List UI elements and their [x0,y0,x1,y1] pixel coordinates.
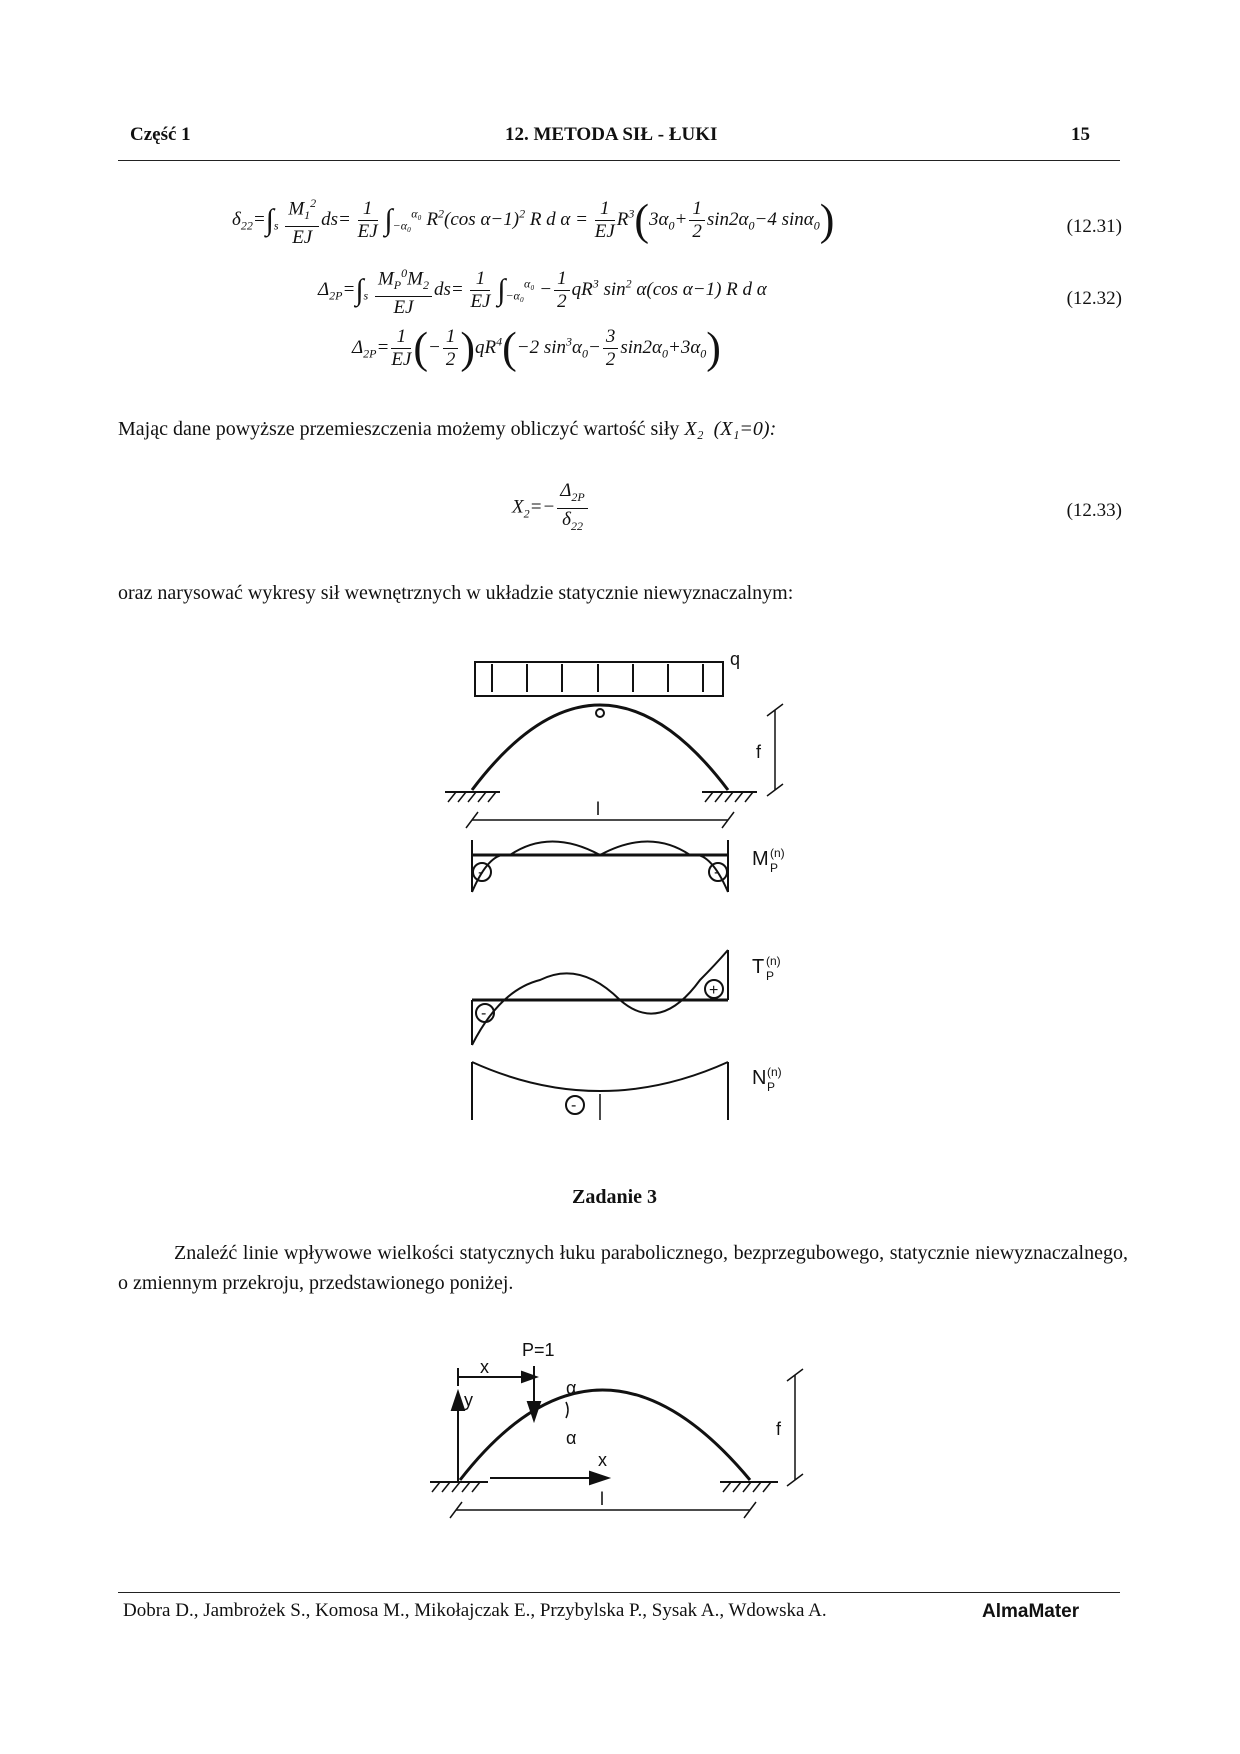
span-label: l [596,799,600,819]
crown-hinge [596,709,604,717]
load-label: q [730,650,741,669]
alpha-label-bottom: α [566,1428,577,1448]
angle-arc [566,1402,568,1418]
rise-label: f [756,742,762,762]
span-label: l [600,1489,604,1509]
equation-12-32b: $\Delta_{2P}=$ $\frac{1}{EJ}$ (− $\frac{1}{2}$ )$qR^4(-2$ $\sin^3\alpha_0-$ $\frac{3}{2}$ $\sin 2\alpha_0+3\alpha_0$) [352,323,721,373]
equation-number: (12.33) [1066,500,1122,521]
header-chapter-title: 12. METODA SIŁ - ŁUKI [505,124,718,145]
equation-number: (12.32) [1066,288,1122,309]
header-part: Część 1 [130,124,191,145]
arch-internal-forces-figure [430,650,810,1120]
normal-diagram [472,1062,728,1091]
shear-diagram [472,950,728,1045]
task-text: Znaleźć linie wpływowe wielkości statycznych łuku parabolicznego, bezprzegubowego, statycznie niewyznaczalnego, o zmiennym przekroju, przedstawionego poniżej. [118,1242,1128,1294]
load-arrows [492,664,703,692]
moment-diagram [472,842,728,893]
paragraph-text: Mając dane powyższe przemieszczenia możemy obliczyć wartość siły [118,418,680,440]
equation-number: (12.31) [1066,216,1122,237]
moment-sign-right-text: - [714,864,720,881]
publisher-brand: AlmaMater [982,1601,1080,1622]
rise-label: f [776,1419,782,1439]
shear-label: T [752,956,765,978]
equation-12-31: $\delta_{22}=\int_s$ $\frac{M_1^2}{EJ}$ ds= $\frac{1}{EJ}$ $\int_{-\alpha_0}^{\alpha_0}$ $R^2(\cos$ α−1)$^2$ R d α = $\frac{1}{EJ}$ $R^3(3\alpha_0+$ $\frac{1}{2}$ $\sin 2\alpha_0-4$ sinα$_0$) [232,192,834,249]
force-label: P=1 [522,1340,555,1360]
equation-12-32a: $\Delta_{2P}=\int_s$ $\frac{M_P^0M_2}{EJ}$ ds= $\frac{1}{EJ}$ $\int_{-\alpha_0}^{\alpha_0}$ − $\frac{1}{2}$ $qR^3$ $\sin^2 \alpha(\cos$ α−1) R d α [318,262,767,319]
normal-sign-text: - [571,1097,577,1114]
x-position-label: x [480,1357,489,1377]
shear-sign-left-text: - [481,1005,487,1022]
paragraph-variable: X₂ [684,418,704,440]
normal-sub: P [767,1080,776,1094]
paragraph-condition: (X₁=0): [713,418,777,440]
moment-label: M [752,848,769,870]
shear-sub: P [766,969,775,983]
equation-12-33: $X_2=-$ $\frac{\Delta_{2P}}{\delta_{22}}$ [512,480,590,537]
normal-label: N [752,1067,767,1089]
page-number: 15 [1071,124,1090,145]
moment-sup: (n) [770,846,785,860]
y-axis-label: y [464,1390,473,1410]
paragraph [118,414,776,444]
shear-sign-right-text: + [709,982,719,999]
parabolic-arch-figure [420,1330,820,1530]
normal-sup: (n) [767,1065,782,1079]
moment-sign-left-text: - [478,864,484,881]
task-title: Zadanie 3 [572,1186,658,1208]
footer-authors: Dobra D., Jambrożek S., Komosa M., Mikołajczak E., Przybylska P., Sysak A., Wdowska A. [123,1600,827,1621]
shear-sup: (n) [766,954,781,968]
x-axis-label: x [598,1450,607,1470]
header-rule [118,160,1120,161]
footer-rule [118,1592,1120,1593]
alpha-label-top: α [566,1378,577,1398]
paragraph: oraz narysować wykresy sił wewnętrznych w układzie statycznie niewyznaczalnym: [118,582,794,604]
moment-sub: P [770,861,779,875]
